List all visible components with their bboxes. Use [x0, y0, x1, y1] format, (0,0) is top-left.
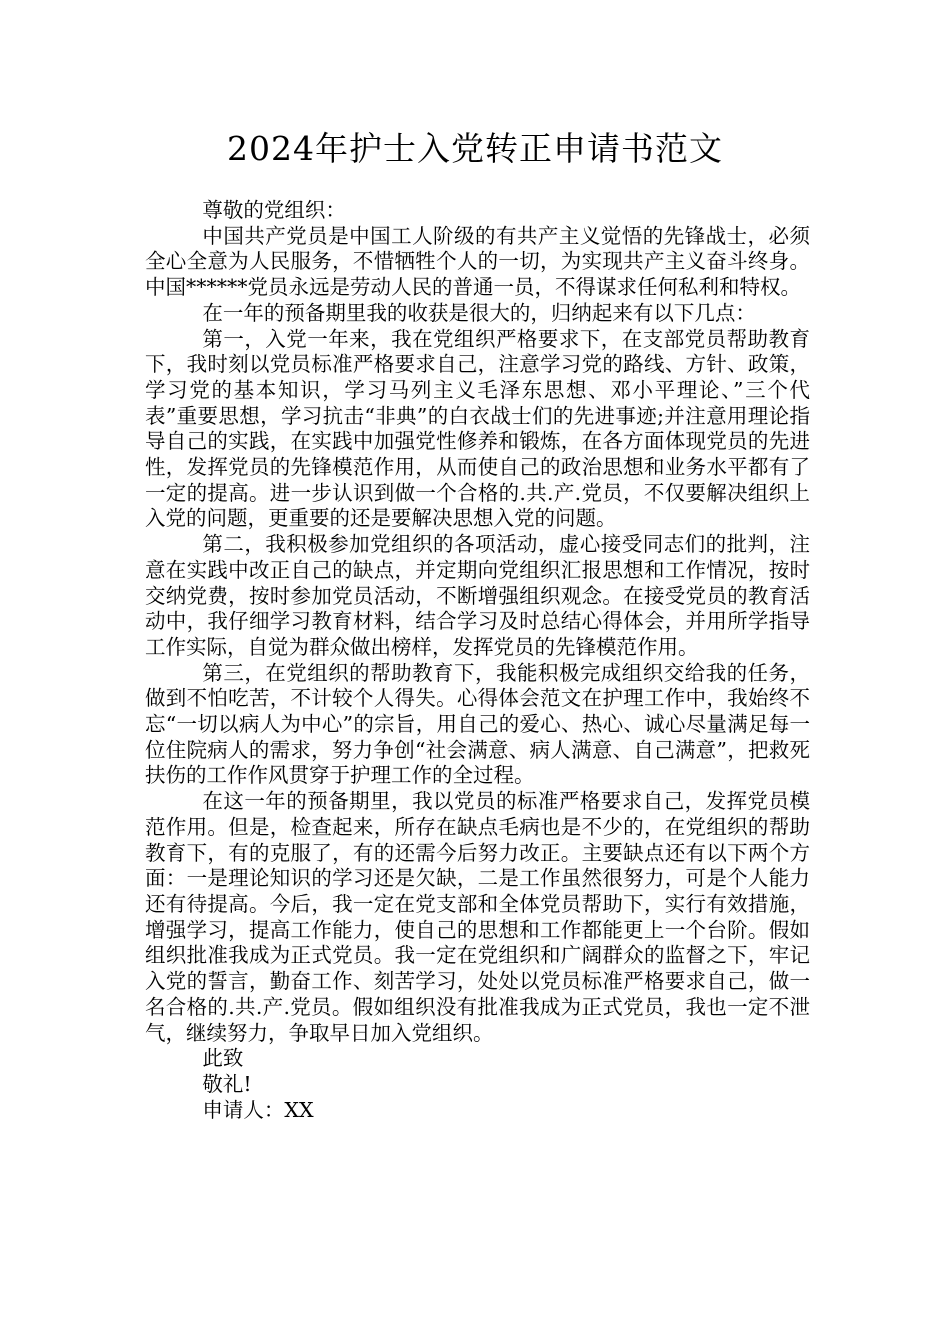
regards: 敬礼! [202, 1071, 252, 1096]
paragraph-5: 第三，在党组织的帮助教育下，我能积极完成组织交给我的任务，做到不怕吃苦，不计较个人得失。心得体会范文在护理工作中，我始终不忘“一切以病人为中心”的宗旨，用自己的爱心、热心、诚心尽量满足每一位住院病人的需求，努力争创“社会满意、病人满意、自己满意”，把救死扶伤的工作作风贯穿于护理工作的全过程。 [145, 660, 810, 788]
document-body [145, 198, 810, 1123]
paragraph-1: 中国共产党员是中国工人阶级的有共产主义觉悟的先锋战士，必须全心全意为人民服务，不惜牺牲个人的一切，为实现共产主义奋斗终身。中国******党员永远是劳动人民的普通一员，不得谋求任何私利和特权。 [145, 223, 810, 300]
signature: 申请人：XX [202, 1097, 314, 1122]
paragraph-2: 在一年的预备期里我的收获是很大的，归纳起来有以下几点： [202, 300, 756, 325]
paragraph-3: 第一，入党一年来，我在党组织严格要求下，在支部党员帮助教育下，我时刻以党员标准严格要求自己，注意学习党的路线、方针、政策，学习党的基本知识，学习马列主义毛泽东思想、邓小平理论、”三个代表”重要思想，学习抗击“非典”的白衣战士们的先进事迹;并注意用理论指导自己的实践，在实践中加强党性修养和锻炼，在各方面体现党员的先进性，发挥党员的先锋模范作用，从而使自己的政治思想和业务水平都有了一定的提高。进一步认识到做一个合格的.共.产.党员，不仅要解决组织上入党的问题，更重要的还是要解决思想入党的问题。 [145, 326, 810, 531]
closing: 此致 [202, 1046, 244, 1071]
paragraph-6: 在这一年的预备期里，我以党员的标准严格要求自己，发挥党员模范作用。但是，检查起来，所存在缺点毛病也是不少的，在党组织的帮助教育下，有的克服了，有的还需今后努力改正。主要缺点还有以下两个方面：一是理论知识的学习还是欠缺，二是工作虽然很努力，可是个人能力还有待提高。今后，我一定在党支部和全体党员帮助下，实行有效措施，增强学习，提高工作能力，使自己的思想和工作都能更上一个台阶。假如组织批准我成为正式党员。我一定在党组织和广阔群众的监督之下，牢记入党的誓言，勤奋工作、刻苦学习，处处以党员标准严格要求自己，做一名合格的.共.产.党员。假如组织没有批准我成为正式党员，我也一定不泄气，继续努力，争取早日加入党组织。 [145, 789, 810, 1045]
salutation: 尊敬的党组织： [202, 198, 346, 222]
paragraph-4: 第二，我积极参加党组织的各项活动，虚心接受同志们的批判，注意在实践中改正自己的缺点，并定期向党组织汇报思想和工作情况，按时交纳党费，按时参加党员活动，不断增强组织观念。在接受党员的教育活动中，我仔细学习教育材料，结合学习及时总结心得体会，并用所学指导工作实际，自觉为群众做出榜样，发挥党员的先锋模范作用。 [145, 532, 810, 659]
document-title: 2024年护士入党转正申请书范文 [227, 129, 723, 168]
